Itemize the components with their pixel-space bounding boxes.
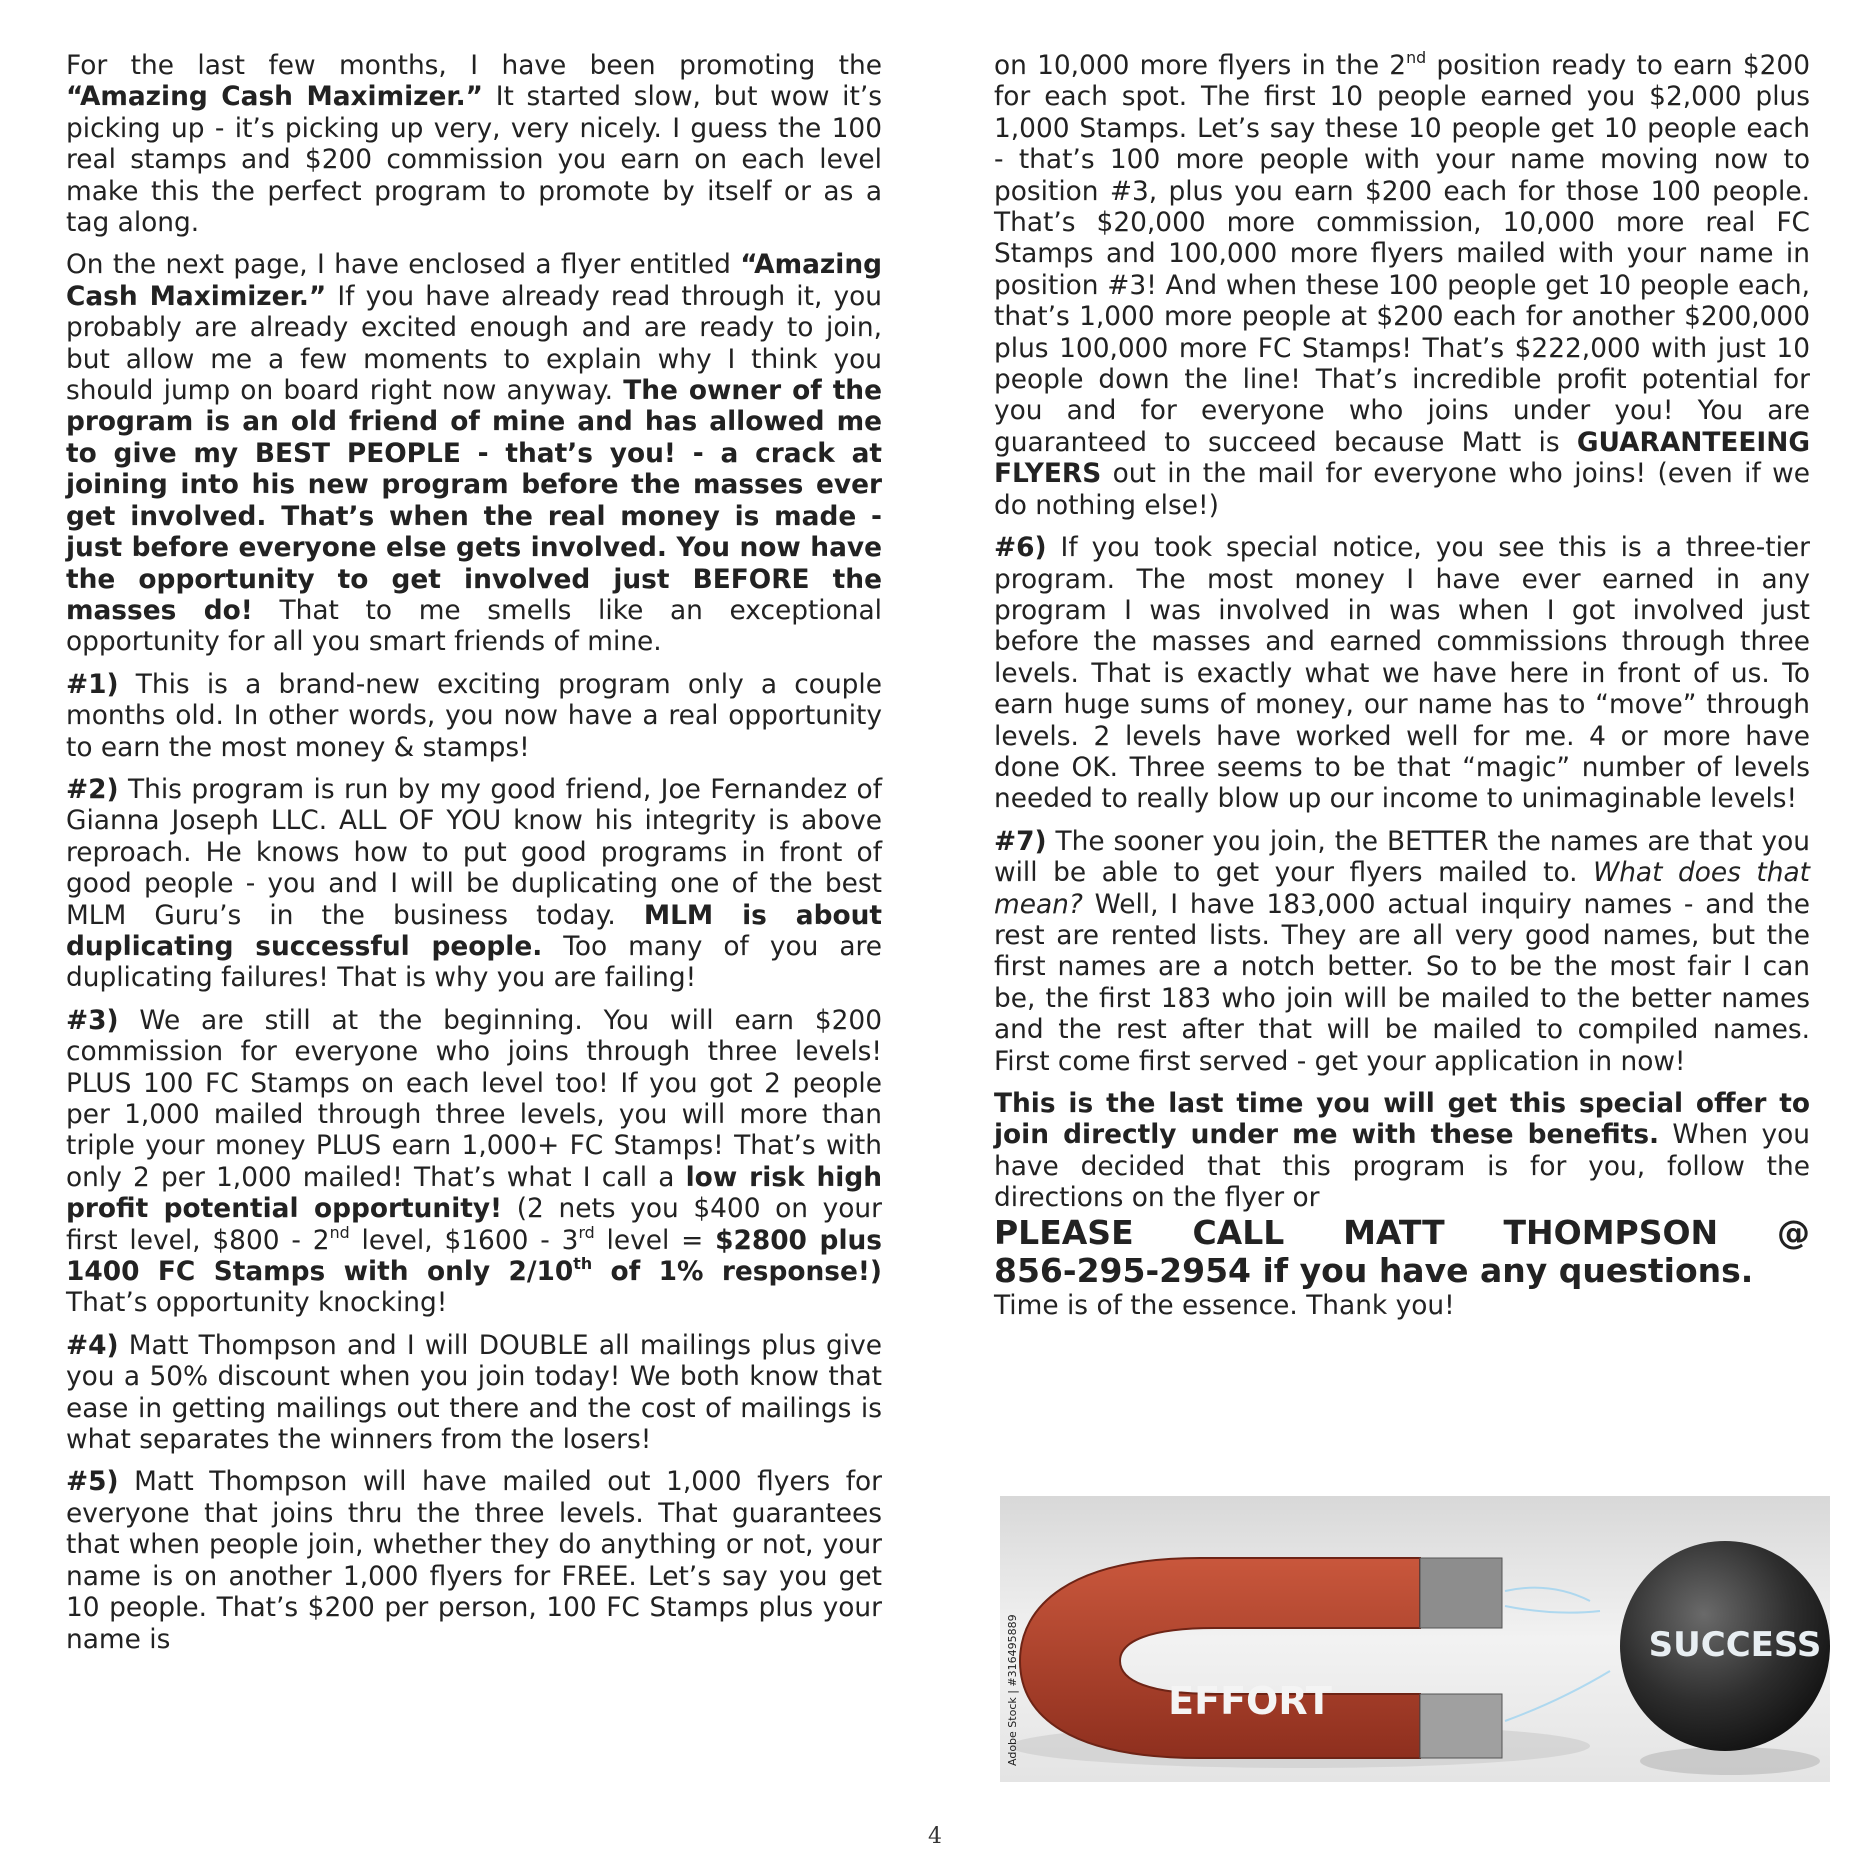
text: The sooner you join, the BETTER the names are that you will be able to get your flyers mailed to. <box>994 825 1810 889</box>
text: position ready to earn $200 for each spot. The first 10 people earned you $2,000 plus 1,000 Stamps. Let’s say these 10 people get 10 people each - that’s 100 more people with your name moving now to position #3, plus you earn $200 each for those 100 people. That’s $20,000 more commission, 10,000 more real FC Stamps and 100,000 more flyers mailed with your name in position #3! And when these 100 people get 10 people each, that’s 1,000 more people at $200 each for another $200,000 plus 100,000 more FC Stamps! That’s $222,000 with just 10 people down the line! That’s incredible profit potential for you and for everyone who joins under you! You are guaranteed to succeed because Matt is <box>994 50 1810 458</box>
ball-shadow <box>1640 1747 1820 1775</box>
point-4 <box>66 1330 882 1456</box>
text: If you took special notice, you see this is a three-tier program. The most money I have ever earned in any program I was involved in was when I got involved just before the masses and earned commissions through three levels. That is exactly what we have here in front of us. To earn huge sums of money, our name has to “move” through levels. 2 levels have worked well for me. 4 or more have done OK. Three seems to be that “magic” number of levels needed to really blow up our income to unimaginable levels! <box>994 532 1810 815</box>
text: That’s opportunity knocking! <box>66 1287 448 1319</box>
ordinal: rd <box>578 1222 595 1242</box>
point-1 <box>66 669 882 763</box>
point-5-continued <box>994 47 1810 521</box>
success-label: SUCCESS <box>1648 1625 1822 1665</box>
text: On the next page, I have enclosed a flyer entitled <box>66 249 741 281</box>
text: Too many of you are duplicating failures! That is why you are failing! <box>66 930 882 994</box>
closing-paragraph <box>994 1088 1810 1214</box>
text: Matt Thompson and I will DOUBLE all mailings plus give you a 50% discount when you join today! We both know that ease in getting mailings out there and the cost of mailings is what separates the winners from the losers! <box>66 1329 882 1456</box>
text: This is a brand-new exciting program only a couple months old. In other words, you now have a real opportunity to earn the most money & stamps! <box>66 668 882 763</box>
italic-text: What does that mean? <box>994 857 1810 920</box>
intro-paragraph <box>66 50 882 238</box>
effort-success-magnet-image <box>1000 1496 1830 1782</box>
emphasis-text: low risk high profit potential opportunity! <box>66 1161 883 1225</box>
point-number: #6) <box>994 532 1047 564</box>
text: This program is run by my good friend, Joe Fernandez of Gianna Joseph LLC. ALL OF YOU know his integrity is above reproach. He knows how to put good programs in front of good people - you and I will be duplicating one of the best MLM Guru’s in the business today. <box>66 773 882 931</box>
text: Well, I have 183,000 actual inquiry names - and the rest are rented lists. They are all very good names, but the first names are a notch better. So to be the most fair I can be, the first 183 who join will be mailed to the better names and the rest after that will be mailed to compiled names. First come first served - get your application in now! <box>994 888 1810 1077</box>
text: (2 nets you $400 on your first level, $800 - 2 <box>66 1193 883 1256</box>
point-6 <box>994 532 1810 815</box>
point-number: #1) <box>66 668 119 700</box>
closing-line: Time is of the essence. Thank you! <box>994 1289 1455 1321</box>
program-name: “Amazing Cash Maximizer.” <box>66 81 484 113</box>
point-number: #3) <box>66 1004 119 1036</box>
emphasis-text: MLM is about duplicating successful people. <box>66 899 883 962</box>
emphasis-text: This is the last time you will get this special offer to join directly under me with these benefits. <box>994 1088 1810 1151</box>
text: on 10,000 more flyers in the 2 <box>994 50 1407 81</box>
point-2 <box>66 774 882 994</box>
text: It started slow, but wow it’s picking up - it’s picking up very, very nicely. I guess the 100 real stamps and $200 commission you earn on each level make this the perfect program to promote by itself or as a tag along. <box>66 81 883 239</box>
text: For the last few months, I have been promoting the <box>66 50 882 81</box>
text: When you have decided that this program is for you, follow the directions on the flyer or <box>994 1119 1810 1214</box>
left-column <box>66 50 882 1666</box>
program-name: “Amazing Cash Maximizer.” <box>66 249 882 312</box>
point-number: #2) <box>66 773 119 805</box>
phone-number-line: 856-295-2954 if you have any questions. <box>994 1250 1754 1290</box>
point-number: #4) <box>66 1329 119 1361</box>
emphasis-text: GUARANTEEING FLYERS <box>994 426 1810 490</box>
ordinal: nd <box>1406 47 1427 67</box>
text: of 1% response!) <box>592 1256 882 1288</box>
point-number: #5) <box>66 1466 119 1498</box>
text: level, $1600 - 3 <box>349 1224 579 1256</box>
text: level = <box>594 1224 716 1256</box>
ordinal: nd <box>329 1222 350 1242</box>
text: We are still at the beginning. You will earn $200 commission for everyone who joins through three levels! PLUS 100 FC Stamps on each level too! If you got 2 people per 1,000 mailed through three levels, you will more than triple your money PLUS earn 1,000+ FC Stamps! That’s with only 2 per 1,000 mailed! That’s what I call a <box>66 1004 882 1193</box>
call-to-action: PLEASE CALL MATT THOMPSON @ <box>994 1212 1810 1252</box>
text: That to me smells like an exceptional opportunity for all you smart friends of mine. <box>66 594 882 658</box>
effort-label: EFFORT <box>1168 1679 1332 1723</box>
text: Matt Thompson will have mailed out 1,000 flyers for everyone that joins thru the three levels. That guarantees that when people join, whether they do anything or not, your name is on another 1,000 flyers for FREE. Let’s say you get 10 people. That’s $200 per person, 100 FC Stamps plus your name is <box>66 1466 882 1655</box>
stock-credit: Adobe Stock | #316495889 <box>1006 1614 1019 1766</box>
page-number: 4 <box>928 1824 942 1849</box>
flyer-paragraph <box>66 249 882 657</box>
text: $2800 plus 1400 FC Stamps with only 2/10 <box>66 1224 882 1288</box>
text: If you have already read through it, you probably are already excited enough and are ready to join, but allow me a few moments to explain why I think you should jump on board right now anyway. <box>66 280 882 407</box>
ordinal: th <box>573 1253 593 1273</box>
point-5 <box>66 1466 882 1654</box>
point-3 <box>66 1005 882 1319</box>
magnet-pole-bottom <box>1420 1694 1502 1758</box>
text: out in the mail for everyone who joins! (even if we do nothing else!) <box>994 458 1810 521</box>
point-7 <box>994 826 1810 1077</box>
point-number: #7) <box>994 825 1047 857</box>
right-column <box>994 47 1810 1321</box>
magnet-pole-top <box>1420 1558 1502 1628</box>
emphasis-text: The owner of the program is an old friend of mine and has allowed me to give my BEST PEOPLE - that’s you! - a crack at joining into his new program before the masses ever get involved. That’s when the real money is made - just before everyone else gets involved. You now have the opportunity to get involved just BEFORE the masses do! <box>66 375 882 626</box>
